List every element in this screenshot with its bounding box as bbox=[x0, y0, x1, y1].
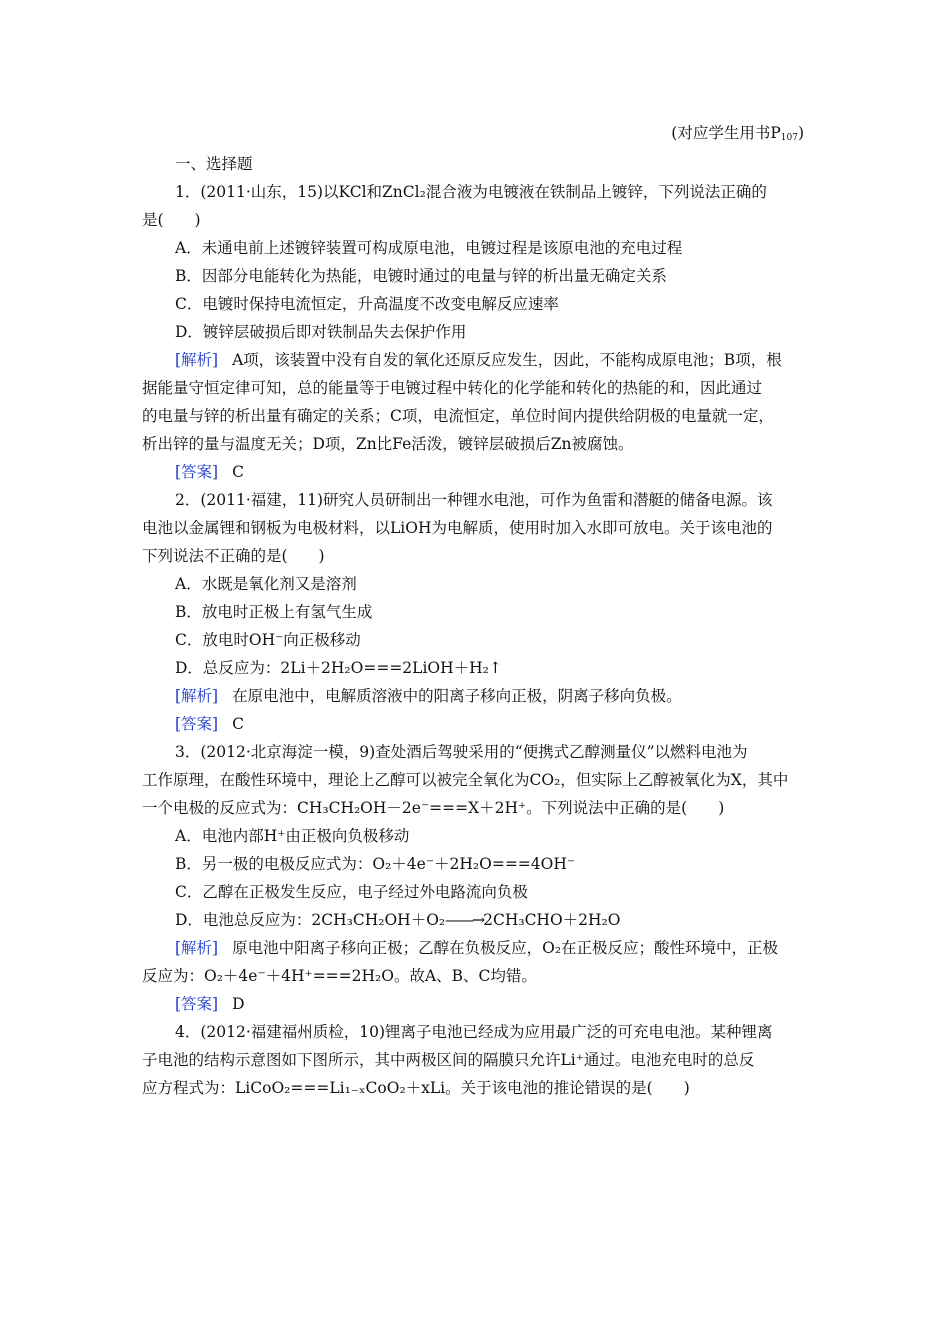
question-stem-line: 应方程式为：LiCoO₂===Li₁₋ₓCoO₂＋xLi。关于该电池的推论错误的是( ) bbox=[142, 1079, 690, 1097]
option-d bbox=[142, 906, 810, 934]
question-stem-line: 下列说法不正确的是( ) bbox=[142, 547, 325, 565]
answer-value: C bbox=[232, 715, 244, 733]
analysis-line bbox=[142, 682, 810, 710]
question-list bbox=[142, 150, 810, 1102]
option-c: C．乙醇在正极发生反应，电子经过外电路流向负极 bbox=[175, 883, 528, 901]
analysis-text: A项，该装置中没有自发的氧化还原反应发生，因此，不能构成原电池；B项，根 bbox=[232, 351, 782, 369]
analysis-tag: [解析] bbox=[175, 351, 219, 369]
option-d: D．镀锌层破损后即对铁制品失去保护作用 bbox=[175, 323, 467, 341]
option-d-reactants: D．电池总反应为：2CH₃CH₂OH＋O₂ bbox=[175, 911, 446, 929]
option-c: C．电镀时保持电流恒定，升高温度不改变电解反应速率 bbox=[175, 295, 559, 313]
reaction-arrow: ——→ bbox=[445, 911, 484, 929]
question-stem-line: 电池以金属锂和钢板为电极材料，以LiOH为电解质，使用时加入水即可放电。关于该电池的 bbox=[142, 519, 773, 537]
analysis-line: 的电量与锌的析出量有确定的关系；C项，电流恒定，单位时间内提供给阴极的电量就一定， bbox=[142, 407, 774, 425]
reference-close: ) bbox=[797, 124, 804, 142]
answer-tag: [答案] bbox=[175, 463, 219, 481]
question-3 bbox=[142, 738, 810, 1018]
question-stem-line: 是( ) bbox=[142, 211, 201, 229]
analysis-line bbox=[142, 346, 810, 374]
question-stem-line: 一个电极的反应式为：CH₃CH₂OH－2e⁻===X＋2H⁺。下列说法中正确的是( ) bbox=[142, 799, 725, 817]
question-stem-line: 4．(2012·福建福州质检，10)锂离子电池已经成为应用最广泛的可充电电池。某种锂离 bbox=[175, 1023, 773, 1041]
question-2 bbox=[142, 486, 810, 738]
answer-line bbox=[142, 710, 810, 738]
analysis-tag: [解析] bbox=[175, 687, 219, 705]
question-1 bbox=[142, 178, 810, 486]
answer-tag: [答案] bbox=[175, 715, 219, 733]
option-b: B．因部分电能转化为热能，电镀时通过的电量与锌的析出量无确定关系 bbox=[175, 267, 667, 285]
analysis-line: 析出锌的量与温度无关；D项，Zn比Fe活泼，镀锌层破损后Zn被腐蚀。 bbox=[142, 435, 634, 453]
textbook-reference bbox=[671, 121, 804, 143]
question-stem-line: 3．(2012·北京海淀一模，9)查处酒后驾驶采用的“便携式乙醇测量仪”以燃料电池为 bbox=[175, 743, 748, 761]
analysis-tag: [解析] bbox=[175, 939, 219, 957]
question-stem-line: 1．(2011·山东，15)以KCl和ZnCl₂混合液为电镀液在铁制品上镀锌，下列说法正确的 bbox=[175, 183, 767, 201]
option-a: A．水既是氧化剂又是溶剂 bbox=[175, 575, 357, 593]
option-a: A．未通电前上述镀锌装置可构成原电池，电镀过程是该原电池的充电过程 bbox=[175, 239, 683, 257]
reference-text: (对应学生用书P bbox=[671, 124, 781, 142]
option-b: B．放电时正极上有氢气生成 bbox=[175, 603, 373, 621]
answer-line bbox=[142, 990, 810, 1018]
reference-page-number: 107 bbox=[780, 133, 798, 143]
analysis-text: 在原电池中，电解质溶液中的阳离子移向正极，阴离子移向负极。 bbox=[232, 687, 682, 705]
option-b: B．另一极的电极反应式为：O₂＋4e⁻＋2H₂O===4OH⁻ bbox=[175, 855, 576, 873]
option-d-products: 2CH₃CHO＋2H₂O bbox=[483, 911, 621, 929]
analysis-line bbox=[142, 934, 810, 962]
option-d: D．总反应为：2Li＋2H₂O===2LiOH＋H₂↑ bbox=[175, 659, 502, 677]
option-c: C．放电时OH⁻向正极移动 bbox=[175, 631, 361, 649]
question-stem-line: 子电池的结构示意图如下图所示，其中两极区间的隔膜只允许Li⁺通过。电池充电时的总反 bbox=[142, 1051, 755, 1069]
option-a: A．电池内部H⁺由正极向负极移动 bbox=[175, 827, 410, 845]
analysis-line: 据能量守恒定律可知，总的能量等于电镀过程中转化的化学能和转化的热能的和，因此通过 bbox=[142, 379, 763, 397]
answer-value: C bbox=[232, 463, 244, 481]
answer-tag: [答案] bbox=[175, 995, 219, 1013]
answer-line bbox=[142, 458, 810, 486]
section-title: 一、选择题 bbox=[175, 155, 253, 173]
question-stem-line: 2．(2011·福建，11)研究人员研制出一种锂水电池，可作为鱼雷和潜艇的储备电源。该 bbox=[175, 491, 773, 509]
question-4 bbox=[142, 1018, 810, 1102]
analysis-text: 原电池中阳离子移向正极；乙醇在负极反应，O₂在正极反应；酸性环境中，正极 bbox=[232, 939, 779, 957]
analysis-line: 反应为：O₂＋4e⁻＋4H⁺===2H₂O。故A、B、C均错。 bbox=[142, 967, 537, 985]
question-stem-line: 工作原理，在酸性环境中，理论上乙醇可以被完全氧化为CO₂，但实际上乙醇被氧化为X，其中 bbox=[142, 771, 789, 789]
answer-value: D bbox=[232, 995, 245, 1013]
